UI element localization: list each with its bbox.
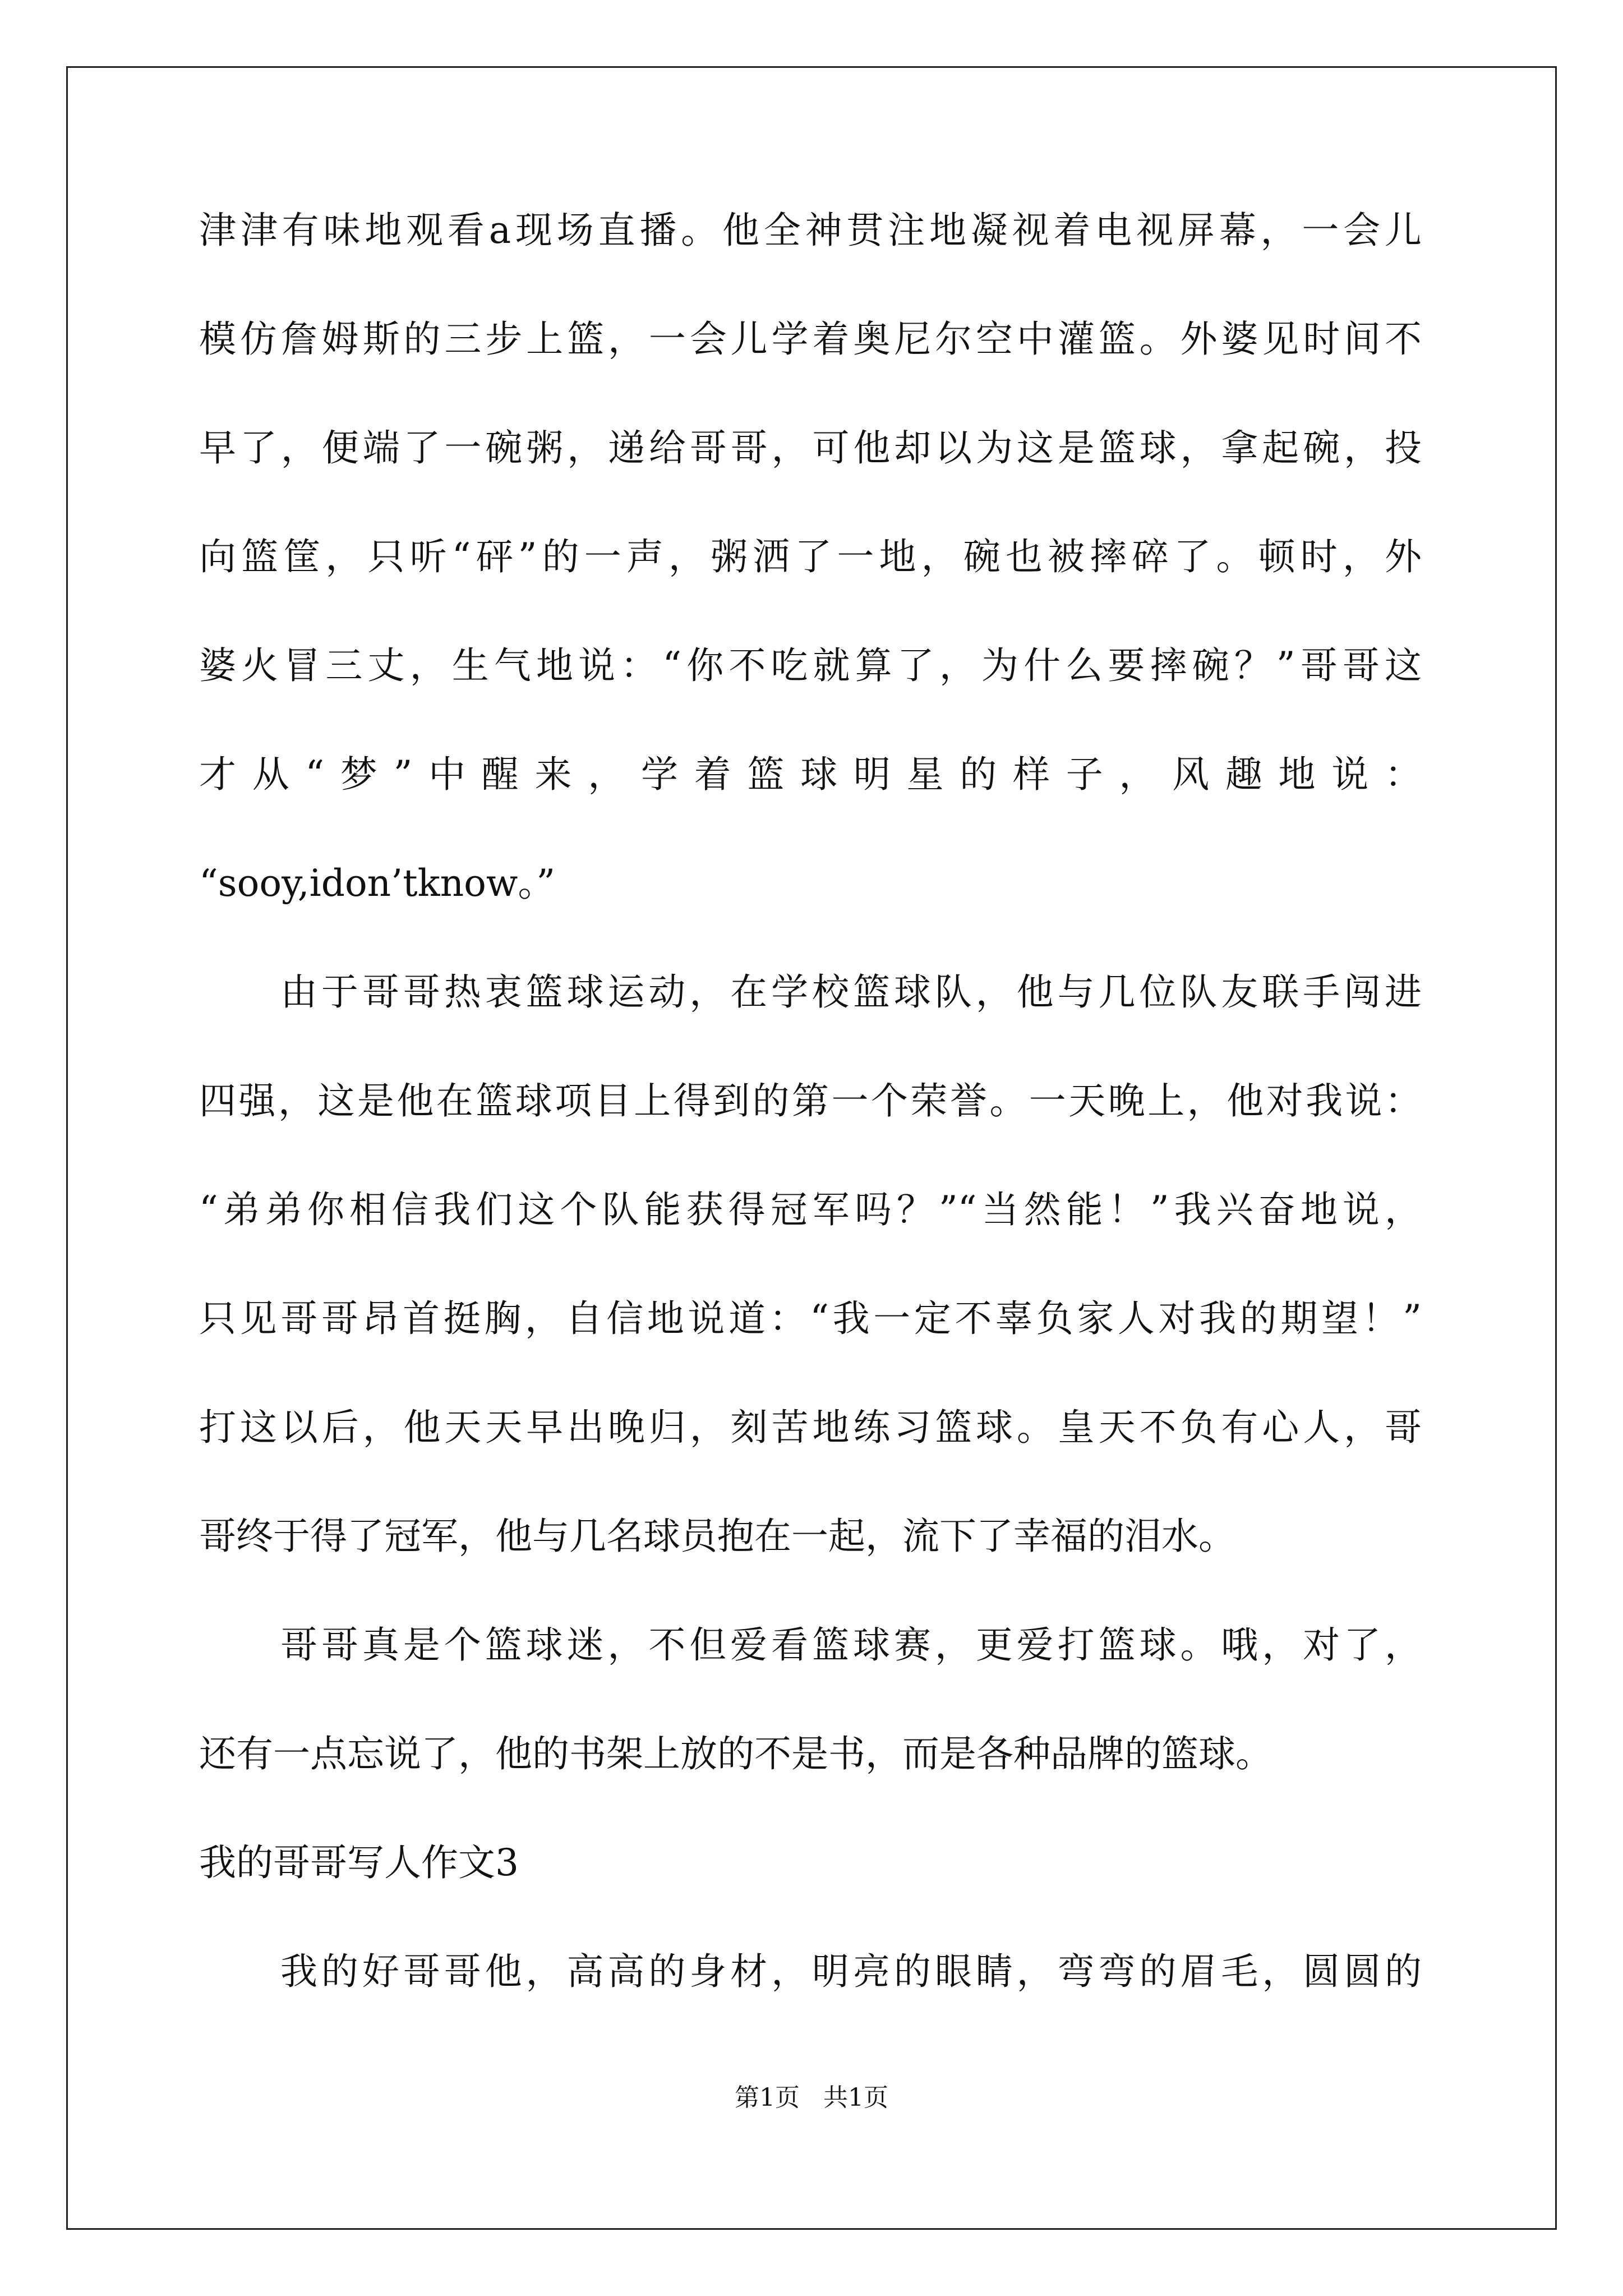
paragraph-line: 才从“梦”中醒来，学着篮球明星的样子，风趣地说： [199, 753, 1422, 796]
paragraph-line: “弟弟你相信我们这个队能获得冠军吗？”“当然能！”我兴奋地说， [199, 1188, 1422, 1231]
paragraph-line: 婆火冒三丈，生气地说：“你不吃就算了，为什么要摔碗？”哥哥这 [199, 644, 1422, 687]
paragraph-line: 津津有味地观看a现场直播。他全神贯注地凝视着电视屏幕，一会儿 [199, 209, 1422, 252]
page-footer: 第1页 共1页 [735, 2083, 888, 2112]
paragraph-line: 还有一点忘说了，他的书架上放的不是书，而是各种品牌的篮球。 [199, 1732, 1272, 1775]
paragraph-line: 哥终于得了冠军，他与几名球员抱在一起，流下了幸福的泪水。 [199, 1515, 1235, 1558]
paragraph-line: 模仿詹姆斯的三步上篮，一会儿学着奥尼尔空中灌篮。外婆见时间不 [199, 318, 1422, 361]
paragraph-line: 早了，便端了一碗粥，递给哥哥，可他却以为这是篮球，拿起碗，投 [199, 426, 1422, 470]
paragraph-line: 只见哥哥昂首挺胸，自信地说道：“我一定不辜负家人对我的期望！” [199, 1297, 1422, 1340]
paragraph-line: 哥哥真是个篮球迷，不但爱看篮球赛，更爱打篮球。哦，对了， [280, 1623, 1422, 1667]
paragraph-line: “sooy,idon’tknow。” [199, 862, 556, 905]
paragraph-line: 打这以后，他天天早出晚归，刻苦地练习篮球。皇天不负有心人，哥 [199, 1406, 1422, 1449]
document-body [199, 209, 1422, 2062]
section-heading: 我的哥哥写人作文3 [199, 1841, 519, 1884]
paragraph-line: 四强，这是他在篮球项目上得到的第一个荣誉。一天晚上，他对我说： [199, 1079, 1422, 1122]
paragraph-line: 由于哥哥热衷篮球运动，在学校篮球队，他与几位队友联手闯进 [280, 970, 1422, 1014]
paragraph-line: 我的好哥哥他，高高的身材，明亮的眼睛，弯弯的眉毛，圆圆的 [280, 1950, 1422, 1993]
paragraph-line: 向篮筐，只听“砰”的一声，粥洒了一地，碗也被摔碎了。顿时，外 [199, 535, 1422, 578]
